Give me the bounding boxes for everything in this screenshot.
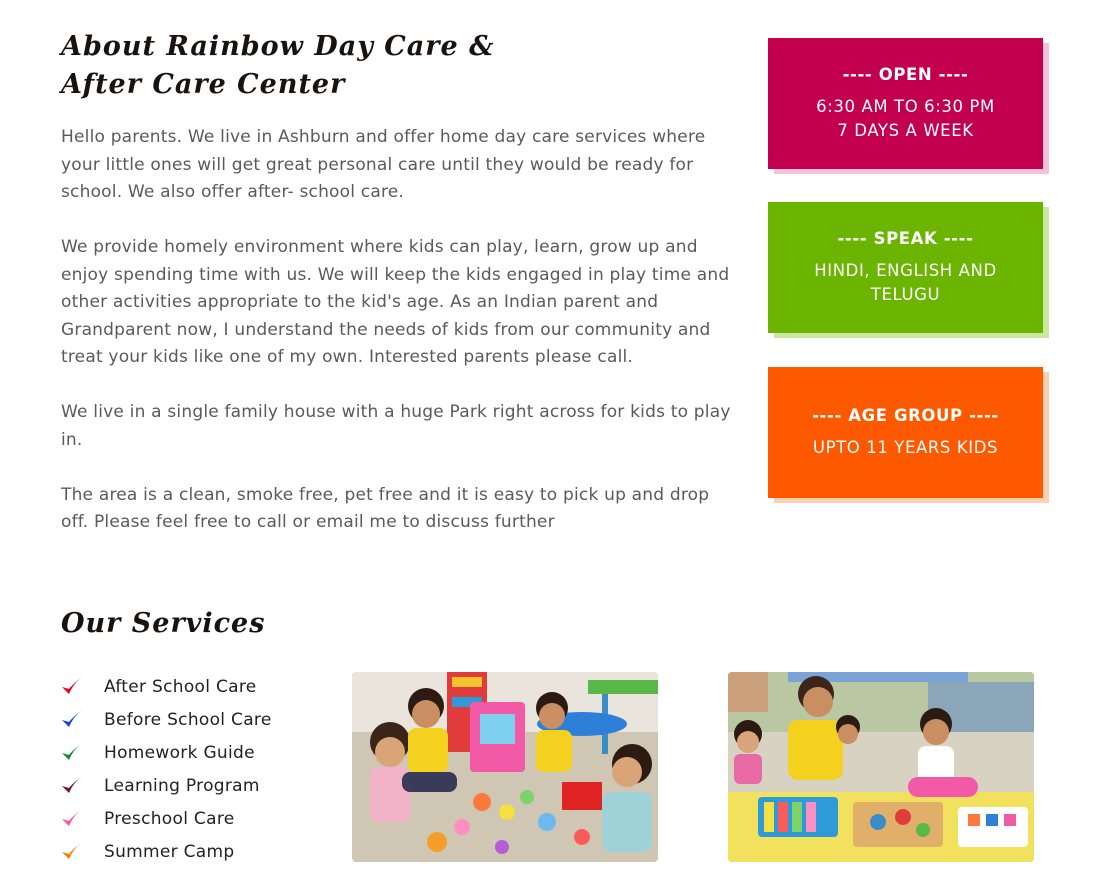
service-item xyxy=(61,802,272,835)
checkmark-icon xyxy=(61,709,83,731)
open-hours-box xyxy=(768,38,1043,169)
service-item xyxy=(61,736,272,769)
checkmark-icon xyxy=(61,841,83,863)
checkmark-icon xyxy=(61,742,83,764)
languages-text: HINDI, ENGLISH AND TELUGU xyxy=(814,260,997,304)
open-hours-text: 6:30 AM TO 6:30 PM xyxy=(816,96,995,116)
about-title-line-1: About Rainbow Day Care & xyxy=(61,31,495,62)
service-item xyxy=(61,769,272,802)
service-label: After School Care xyxy=(104,676,257,697)
services-list xyxy=(61,670,272,868)
open-days-text: 7 DAYS A WEEK xyxy=(837,120,974,140)
photo-children-playing-icon xyxy=(352,672,658,862)
service-label: Learning Program xyxy=(104,775,260,796)
speak-box-title: ---- SPEAK ---- xyxy=(837,228,974,248)
languages-box xyxy=(768,202,1043,333)
service-label: Before School Care xyxy=(104,709,272,730)
age-group-box xyxy=(768,367,1043,498)
service-item xyxy=(61,835,272,868)
age-group-text: UPTO 11 YEARS KIDS xyxy=(812,437,999,457)
service-item xyxy=(61,670,272,703)
about-paragraph: We provide homely environment where kids can play, learn, grow up and enjoy spending time with us. We will keep the kids engaged in play time and other activities appropriate to the kid's age. As an Indian parent and Grandparent now, I understand the needs of kids from our community and treat your kids like one of my own. Interested parents please call. xyxy=(61,237,730,367)
age-box-title: ---- AGE GROUP ---- xyxy=(812,405,999,425)
about-text xyxy=(61,124,733,564)
services-title: Our Services xyxy=(61,608,266,639)
service-label: Homework Guide xyxy=(104,742,255,763)
about-paragraph: Hello parents. We live in Ashburn and offer home day care services where your little ones will get great personal care until they would be ready for school. We also offer after- school care. xyxy=(61,127,706,202)
service-label: Summer Camp xyxy=(104,841,235,862)
checkmark-icon xyxy=(61,676,83,698)
checkmark-icon xyxy=(61,808,83,830)
photo-children-at-table-icon xyxy=(728,672,1034,862)
about-title xyxy=(61,28,494,104)
open-box-title: ---- OPEN ---- xyxy=(842,64,969,84)
service-label: Preschool Care xyxy=(104,808,235,829)
service-item xyxy=(61,703,272,736)
checkmark-icon xyxy=(61,775,83,797)
about-paragraph: The area is a clean, smoke free, pet free and it is easy to pick up and drop off. Please feel free to call or email me to discuss further xyxy=(61,484,710,532)
about-paragraph: We live in a single family house with a huge Park right across for kids to play in. xyxy=(61,402,731,450)
about-title-line-2: After Care Center xyxy=(61,69,346,100)
